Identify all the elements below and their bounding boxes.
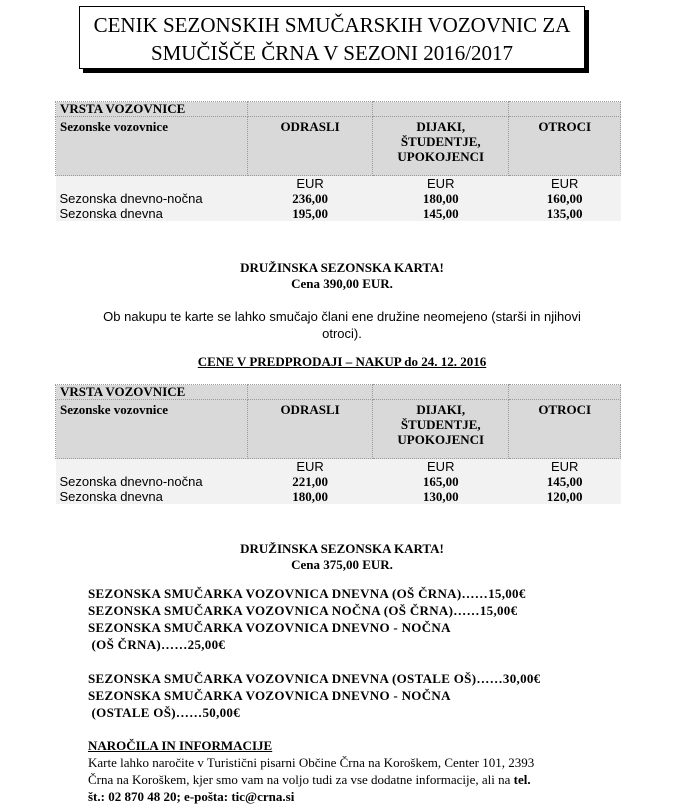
school-price-line: (OŠ ČRNA)……25,00€ [88,637,226,652]
table-header-vrsta: VRSTA VOZOVNICE [56,102,248,117]
price-cell: 130,00 [373,489,509,504]
price-cell: 160,00 [509,191,621,206]
school-price-line: SEZONSKA SMUČARKA VOZOVNICA NOČNA (OŠ ČRNA)……15,00€ [88,603,518,618]
currency-label: EUR [248,459,373,475]
currency-label: EUR [509,459,621,475]
price-cell: 236,00 [248,191,373,206]
table-row [56,459,621,475]
col-header-odrasli: ODRASLI [248,400,373,459]
price-cell: 135,00 [509,206,621,221]
family-card-heading-presale: DRUŽINSKA SEZONSKA KARTA! [240,541,444,556]
price-cell: 120,00 [509,489,621,504]
row-label: Sezonska dnevna [56,206,248,221]
table-row [56,191,621,206]
school-prices-os-crna [88,585,526,653]
row-label: Sezonska dnevno-nočna [56,474,248,489]
title-line-1: CENIK SEZONSKIH SMUČARSKIH VOZOVNIC ZA [93,13,571,37]
school-price-line: SEZONSKA SMUČARKA VOZOVNICA DNEVNA (OŠ ČRNA)……15,00€ [88,586,526,601]
document-title [79,6,585,69]
price-cell: 180,00 [373,191,509,206]
price-cell: 180,00 [248,489,373,504]
school-price-line: (OSTALE OŠ)……50,00€ [88,705,241,720]
price-cell: 221,00 [248,474,373,489]
orders-line-2: Črna na Koroškem, kjer smo vam na voljo tudi za vse dodatne informacije, ali na tel. [88,772,531,787]
school-price-line: SEZONSKA SMUČARKA VOZOVNICA DNEVNO - NOČNA [88,620,451,635]
currency-label: EUR [509,176,621,192]
currency-label: EUR [248,176,373,192]
table-row [56,176,621,192]
orders-heading: NAROČILA IN INFORMACIJE [88,738,273,753]
table-row [56,206,621,221]
price-cell: 145,00 [373,206,509,221]
price-cell: 195,00 [248,206,373,221]
table-row [56,474,621,489]
col-header-dijaki: DIJAKI, ŠTUDENTJE, UPOKOJENCI [373,117,509,176]
title-line-2: SMUČIŠČE ČRNA V SEZONI 2016/2017 [150,41,514,65]
family-card-heading: DRUŽINSKA SEZONSKA KARTA! [240,260,444,275]
school-prices-ostale-os [88,670,540,721]
family-card-note: Ob nakupu te karte se lahko smučajo člani ene družine neomejeno (starši in njihovi otroci). [103,309,581,341]
row-label: Sezonska dnevno-nočna [56,191,248,206]
family-card-price-presale: Cena 375,00 EUR. [291,557,393,572]
school-price-line: SEZONSKA SMUČARKA VOZOVNICA DNEVNO - NOČNA [88,688,451,703]
price-cell: 145,00 [509,474,621,489]
orders-section [88,737,588,805]
table-header-top-row [56,385,621,400]
col-header-dijaki: DIJAKI, ŠTUDENTJE, UPOKOJENCI [373,400,509,459]
presale-heading: CENE V PREDPRODAJI – NAKUP do 24. 12. 2016 [197,354,487,369]
table-header-vrsta: VRSTA VOZOVNICE [56,385,248,400]
price-table-presale [55,384,621,504]
col-header-otroci: OTROCI [509,117,621,176]
table-header-row [56,117,621,176]
table-header-top-row [56,102,621,117]
orders-line-1: Karte lahko naročite v Turistični pisarni Občine Črna na Koroškem, Center 101, 2393 [88,755,535,770]
currency-label: EUR [373,176,509,192]
currency-label: EUR [373,459,509,475]
table-header-row [56,400,621,459]
col-header-otroci: OTROCI [509,400,621,459]
table-row [56,489,621,504]
table-header-label: Sezonske vozovnice [56,400,248,459]
family-card-price: Cena 390,00 EUR. [291,276,393,291]
orders-contact: št.: 02 870 48 20; e-pošta: tic@crna.si [88,789,295,804]
table-header-label: Sezonske vozovnice [56,117,248,176]
row-label: Sezonska dnevna [56,489,248,504]
price-table-season [55,101,621,221]
price-cell: 165,00 [373,474,509,489]
school-price-line: SEZONSKA SMUČARKA VOZOVNICA DNEVNA (OSTALE OŠ)……30,00€ [88,671,541,686]
col-header-odrasli: ODRASLI [248,117,373,176]
